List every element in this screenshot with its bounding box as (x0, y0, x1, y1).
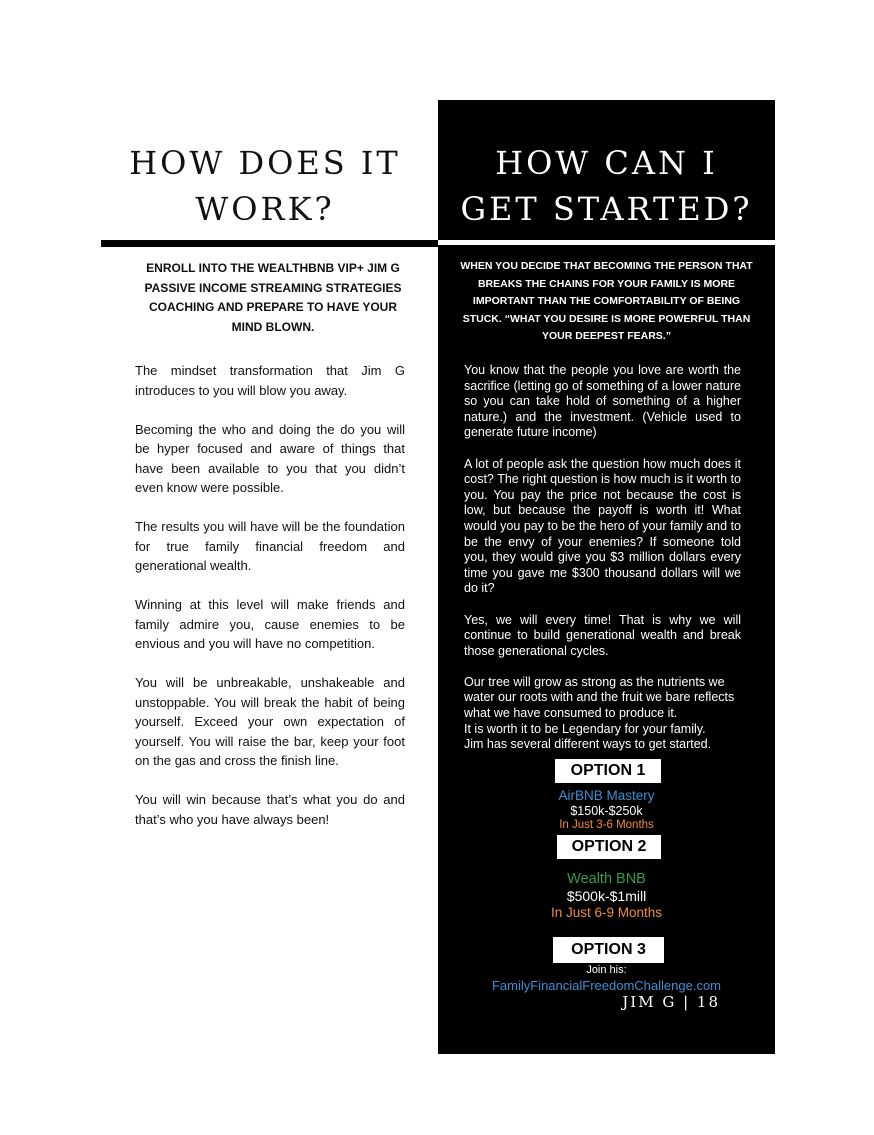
option-1-time: In Just 3-6 Months (559, 819, 654, 831)
option-3-label: OPTION 3 (553, 937, 664, 963)
right-paragraph: Yes, we will every time! That is why we will continue to build generational wealth and break those generational cycles. (464, 612, 741, 658)
option-1-range: $150k-$250k (570, 804, 643, 818)
option-1-label: OPTION 1 (555, 759, 661, 783)
closing-line: It is worth it to be Legendary for your family. (464, 721, 706, 736)
closing-line: Our tree will grow as strong as the nutrients we water our roots with and the fruit we bare reflects what we have consumed to produce it. (464, 674, 735, 721)
left-body (135, 361, 405, 849)
page-footer: JIM G | 18 (622, 993, 720, 1011)
left-paragraph: The results you will have will be the foundation for true family financial freedom and generational wealth. (135, 519, 405, 573)
option-2-time: In Just 6-9 Months (550, 905, 663, 920)
left-paragraph: Winning at this level will make friends and family admire you, cause enemies to be envious and you will have no competition. (135, 597, 405, 651)
left-paragraph: You will be unbreakable, unshakeable and unstoppable. You will break the habit of being yourself. Exceed your own expectation of yourself. You will raise the bar, keep your foot on the gas and cross the finish line. (135, 675, 405, 768)
right-heading: HOW CAN I GET STARTED? (460, 144, 753, 228)
left-intro: ENROLL INTO THE WEALTHBNB VIP+ JIM G PASSIVE INCOME STREAMING STRATEGIES COACHING AND PREPARE TO HAVE YOUR MIND BLOWN. (144, 261, 402, 334)
left-paragraph: Becoming the who and doing the do you will be hyper focused and aware of things that have been available to you that you didn’t even know were possible. (135, 421, 405, 495)
right-closing (464, 675, 741, 753)
option-1-name: AirBNB Mastery (558, 788, 655, 803)
left-heading: HOW DOES IT WORK? (129, 144, 401, 228)
option-2-name: Wealth BNB (567, 871, 646, 887)
left-divider (101, 240, 440, 247)
left-paragraph: You will win because that’s what you do and that’s who you have always been! (135, 792, 405, 827)
right-intro: WHEN YOU DECIDE THAT BECOMING THE PERSON THAT BREAKS THE CHAINS FOR YOUR FAMILY IS MORE IMPORTANT THAN THE COMFORTABILITY OF BEING STUCK. “WHAT YOU DESIRE IS MORE POWERFUL THAN YOUR DEEPEST FEARS.” (460, 260, 753, 342)
option-2-range: $500k-$1mill (566, 888, 647, 904)
left-paragraph: The mindset transformation that Jim G introduces to you will blow you away. (135, 363, 405, 398)
right-divider (438, 240, 775, 245)
closing-line: Jim has several different ways to get started. (464, 737, 712, 752)
option-3-join: Join his: (586, 964, 627, 976)
right-paragraph: You know that the people you love are worth the sacrifice (letting go of something of a lower nature so you can take hold of something of a higher nature.) and the investment. (Vehicle used to generate future income) (464, 363, 741, 440)
right-body (464, 363, 741, 753)
option-3-site: FamilyFinancialFreedomChallenge.com (491, 978, 722, 993)
right-paragraph: A lot of people ask the question how much does it cost? The right question is how much is it worth to you. You pay the price not because the cost is low, but because the payoff is worth it! What would you pay to be the hero of your family and to be the envy of your enemies? If someone told you, they would give you $3 million dollars every time you gave me $300 thousand dollars will we do it? (464, 456, 741, 596)
option-2-label: OPTION 2 (557, 835, 661, 859)
